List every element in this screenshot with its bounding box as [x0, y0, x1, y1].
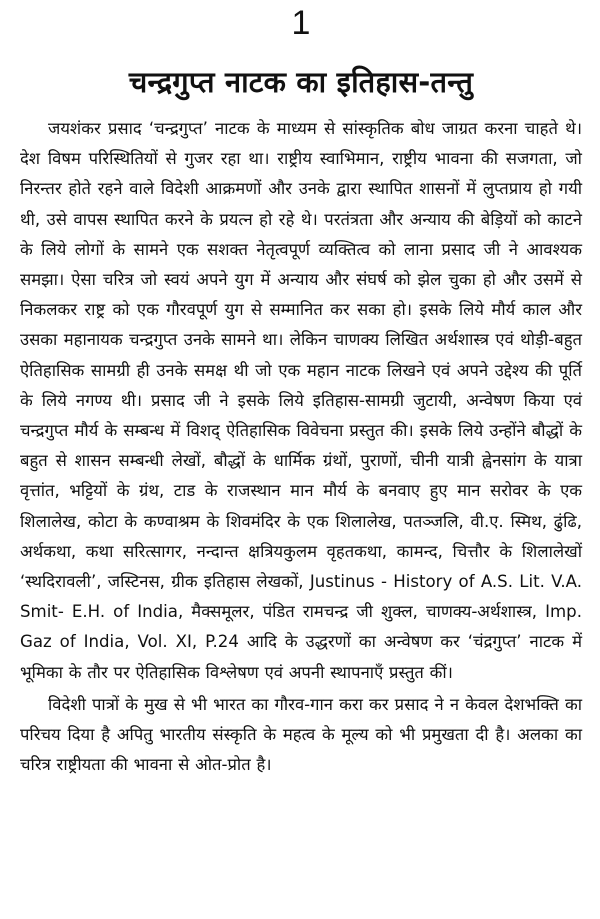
- paragraph: जयशंकर प्रसाद ‘चन्द्रगुप्त’ नाटक के माध्यम से सांस्कृतिक बोध जाग्रत करना चाहते थे। देश विषम परिस्थितियों से गुजर रहा था। राष्ट्रीय स्वाभिमान, राष्ट्रीय भावना की सजगता, जो निरन्तर होते रहने वाले विदेशी आक्रमणों और उनके द्वारा स्थापित शासनों में लुप्तप्राय हो गयी थी, उसे वापस स्थापित करने के प्रयत्न हो रहे थे। परतंत्रता और अन्याय की बेड़ियों को काटने के लिये लोगों के सामने एक सशक्त नेतृत्वपूर्ण व्यक्तित्व को लाना प्रसाद जी ने आवश्यक समझा। ऐसा चरित्र जो स्वयं अपने युग में अन्याय और संघर्ष को झेल चुका हो और उसमें से निकलकर राष्ट्र को एक गौरवपूर्ण युग से सम्मानित कर सका हो। इसके लिये मौर्य काल और उसका महानायक चन्द्रगुप्त उनके सामने था। लेकिन चाणक्य लिखित अर्थशास्त्र एवं थोड़ी-बहुत ऐतिहासिक सामग्री ही उनके समक्ष थी जो एक महान नाटक लिखने एवं अपने उद्देश्य की पूर्ति के लिये नगण्य थी। प्रसाद जी ने इसके लिये इतिहास-सामग्री जुटायी, अन्वेषण किया एवं चन्द्रगुप्त मौर्य के सम्बन्ध में विशद् ऐतिहासिक विवेचना प्रस्तुत की। इसके लिये उन्होंने बौद्धों के बहुत से शासन सम्बन्धी लेखों, बौद्धों के धार्मिक ग्रंथों, पुराणों, चीनी यात्री ह्वेनसांग के यात्रा वृत्तांत, भट्टियों के ग्रंथ, टाड के राजस्थान मान मौर्य के बनवाए हुए मान सरोवर के एक शिलालेख, कोटा के कण्वाश्रम के शिवमंदिर के एक शिलालेख, पतञ्जलि, वी.ए. स्मिथ, ढुंढि, अर्थकथा, कथा सरित्सागर, नन्दान्त क्षत्रियकुलम वृहतकथा, कामन्द, चित्तौर के शिलालेखों ‘स्थदिरावली’, जस्टिनस, ग्रीक इतिहास लेखकों, Justinus - History of A.S. Lit. V.A. Smit- E.H. of India, मैक्समूलर, पंडित रामचन्द्र जी शुक्ल, चाणक्य-अर्थशास्त्र, Imp. Gaz of India, Vol. XI, P.24 आदि के उद्धरणों का अन्वेषण कर ‘चंद्रगुप्त’ नाटक में भूमिका के तौर पर ऐतिहासिक विश्लेषण एवं अपनी स्थापनाएँ प्रस्तुत कीं।: [20, 119, 582, 682]
- chapter-title: चन्द्रगुप्त नाटक का इतिहास-तन्तु: [128, 65, 474, 99]
- body-text: [20, 114, 582, 780]
- paragraph: विदेशी पात्रों के मुख से भी भारत का गौरव-गान करा कर प्रसाद ने न केवल देशभक्ति का परिचय दिया है अपितु भारतीय संस्कृति के महत्व के मूल्य को भी प्रमुखता दी है। अलका का चरित्र राष्ट्रीयता की भावना से ओत-प्रोत है।: [20, 694, 582, 775]
- chapter-number: 1: [291, 4, 311, 42]
